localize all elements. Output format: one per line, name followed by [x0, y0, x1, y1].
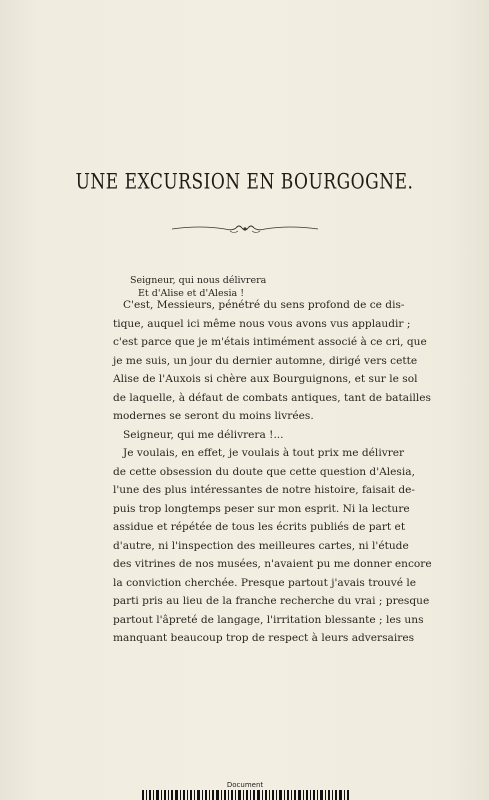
- text-line: de cette obsession du doute que cette question d'Alesia,: [113, 465, 415, 478]
- text-line: assidue et répétée de tous les écrits publiés de part et: [113, 521, 406, 533]
- barcode: [140, 790, 350, 800]
- text-line: de laquelle, à défaut de combats antiques, tant de batailles: [113, 391, 431, 404]
- text-line: la conviction cherchée. Presque partout j'avais trouvé le: [113, 576, 417, 589]
- text-line: Alise de l'Auxois si chère aux Bourguignons, et sur le sol: [113, 373, 418, 385]
- text-line: tique, auquel ici même nous vous avons vus applaudir ;: [113, 317, 411, 330]
- document-stamp-label: Document: [226, 781, 264, 789]
- text-line: Seigneur, qui me délivrera !...: [123, 428, 284, 441]
- text-line: C'est, Messieurs, pénétré du sens profond de ce dis-: [123, 299, 405, 311]
- text-line: modernes se seront du moins livrées.: [113, 410, 314, 422]
- text-line: parti pris au lieu de la franche recherche du vrai ; presque: [113, 595, 430, 607]
- ornament-divider: [170, 222, 320, 236]
- epigraph-line: Et d'Alise et d'Alesia !: [138, 288, 245, 299]
- text-line: c'est parce que je m'étais intimément associé à ce cri, que: [113, 336, 427, 348]
- epigraph-line: Seigneur, qui nous délivrera: [130, 275, 267, 286]
- chapter-title: UNE EXCURSION EN BOURGOGNE.: [75, 169, 414, 195]
- body-text: [113, 296, 432, 648]
- text-line: l'une des plus intéressantes de notre histoire, faisait de-: [113, 484, 415, 496]
- text-line: je me suis, un jour du dernier automne, dirigé vers cette: [113, 354, 418, 367]
- text-line: Je voulais, en effet, je voulais à tout prix me délivrer: [123, 447, 405, 459]
- text-line: puis trop longtemps peser sur mon esprit. Ni la lecture: [113, 502, 410, 515]
- text-line: manquant beaucoup trop de respect à leurs adversaires: [113, 632, 415, 644]
- text-line: partout l'âpreté de langage, l'irritation blessante ; les uns: [113, 613, 424, 626]
- text-line: d'autre, ni l'inspection des meilleures cartes, ni l'étude: [113, 539, 409, 552]
- text-line: des vitrines de nos musées, n'avaient pu me donner encore: [113, 558, 432, 570]
